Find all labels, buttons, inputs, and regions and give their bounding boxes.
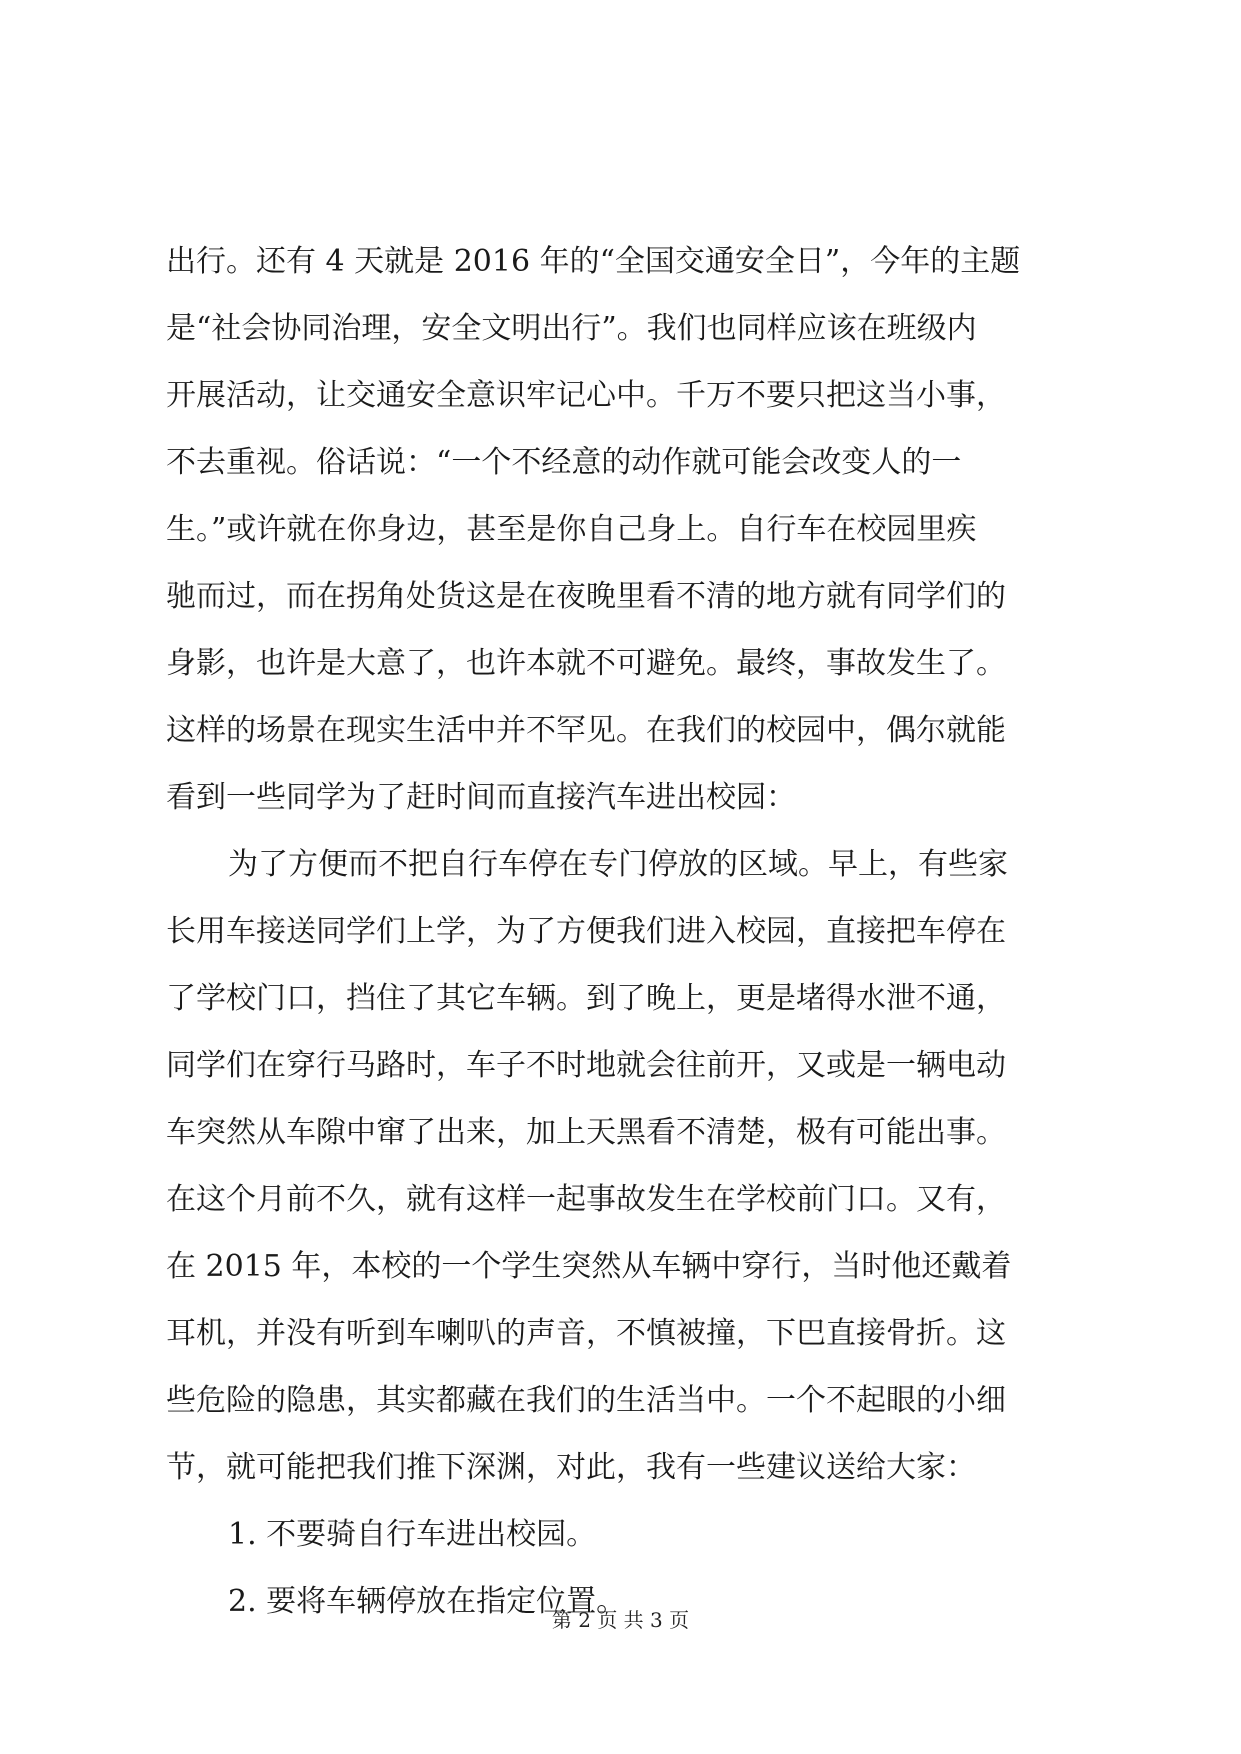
text-line: 在 2015 年，本校的一个学生突然从车辆中穿行，当时他还戴着 bbox=[166, 1249, 1012, 1284]
text-line: 是“社会协同治理，安全文明出行”。我们也同样应该在班级内 bbox=[166, 311, 977, 346]
text-line: 出行。还有 4 天就是 2016 年的“全国交通安全日”，今年的主题 bbox=[166, 244, 1021, 279]
text-line: 了学校门口，挡住了其它车辆。到了晚上，更是堵得水泄不通， bbox=[166, 981, 1006, 1016]
list-item: 1. 不要骑自行车进出校园。 bbox=[228, 1517, 597, 1552]
text-line: 不去重视。俗话说：“一个不经意的动作就可能会改变人的一 bbox=[166, 445, 962, 480]
text-line: 驰而过，而在拐角处货这是在夜晚里看不清的地方就有同学们的 bbox=[166, 579, 1006, 614]
paragraph-start-line: 为了方便而不把自行车停在专门停放的区域。早上，有些家 bbox=[228, 847, 1008, 882]
text-line: 长用车接送同学们上学，为了方便我们进入校园，直接把车停在 bbox=[166, 914, 1006, 949]
text-line: 开展活动，让交通安全意识牢记心中。千万不要只把这当小事， bbox=[166, 378, 1006, 413]
text-line: 在这个月前不久，就有这样一起事故发生在学校前门口。又有， bbox=[166, 1182, 1006, 1217]
document-body bbox=[166, 228, 1086, 1635]
page-number-footer: 第 2 页 共 3 页 bbox=[551, 1608, 690, 1632]
text-line: 些危险的隐患，其实都藏在我们的生活当中。一个不起眼的小细 bbox=[166, 1383, 1006, 1418]
text-line: 看到一些同学为了赶时间而直接汽车进出校园： bbox=[166, 780, 796, 815]
text-line: 同学们在穿行马路时，车子不时地就会往前开，又或是一辆电动 bbox=[166, 1048, 1006, 1083]
text-line: 身影，也许是大意了，也许本就不可避免。最终，事故发生了。 bbox=[166, 646, 1006, 681]
text-line: 耳机，并没有听到车喇叭的声音，不慎被撞，下巴直接骨折。这 bbox=[166, 1316, 1006, 1351]
list-item: 2. 要将车辆停放在指定位置。 bbox=[228, 1584, 627, 1619]
text-line: 车突然从车隙中窜了出来，加上天黑看不清楚，极有可能出事。 bbox=[166, 1115, 1006, 1150]
text-line: 这样的场景在现实生活中并不罕见。在我们的校园中，偶尔就能 bbox=[166, 713, 1006, 748]
text-line: 生。”或许就在你身边，甚至是你自己身上。自行车在校园里疾 bbox=[166, 512, 977, 547]
text-line: 节，就可能把我们推下深渊，对此，我有一些建议送给大家： bbox=[166, 1450, 976, 1485]
